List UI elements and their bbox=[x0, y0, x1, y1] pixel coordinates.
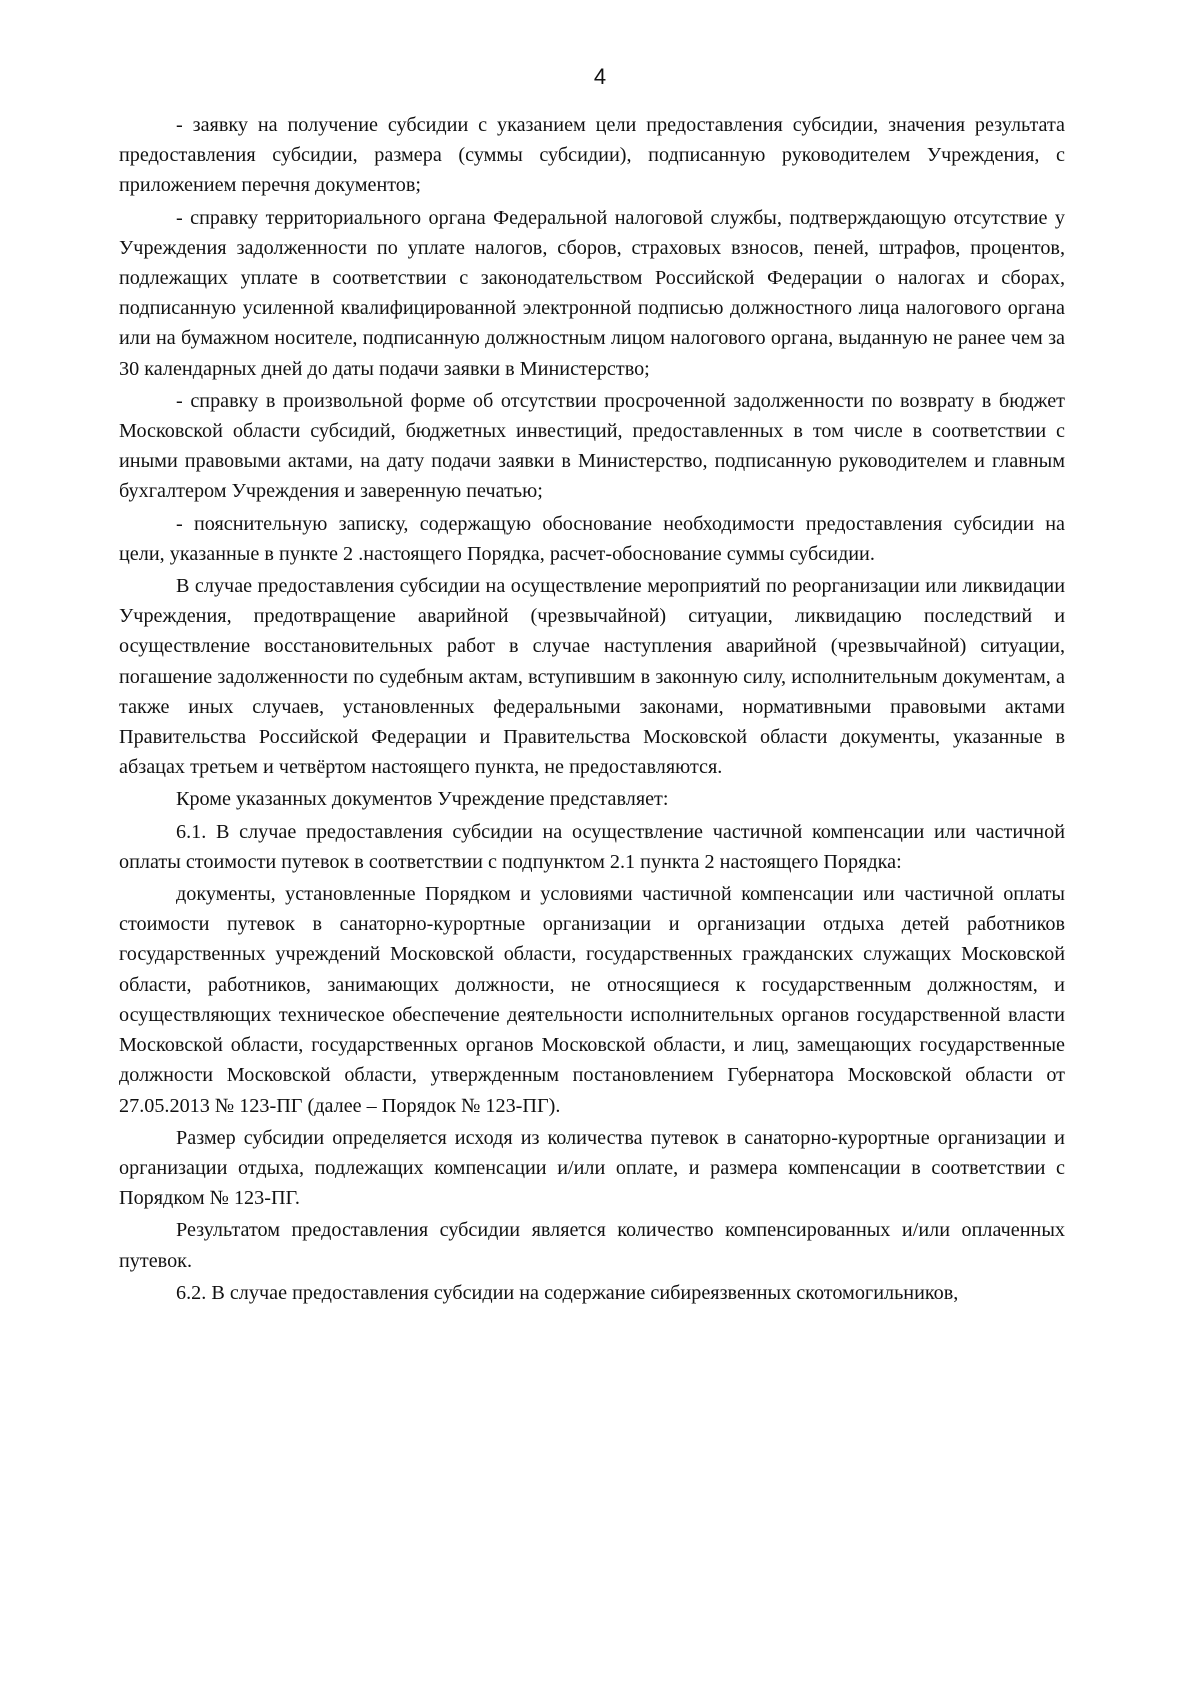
paragraph-tax-certificate: - справку территориального органа Федеральной налоговой службы, подтверждающую отсутствие у Учреждения задолженности по уплате налогов, сборов, страховых взносов, пеней, штрафов, процентов, подлежащих уплате в соответствии с законодательством Российской Федерации о налогах и сборах, подписанную усиленной квалифицированной электронной подписью должностного лица налогового органа или на бумажном носителе, подписанную должностным лицом налогового органа, выданную не ранее чем за 30 календарных дней до даты подачи заявки в Министерство; bbox=[119, 206, 1065, 380]
paragraph-debt-certificate: - справку в произвольной форме об отсутствии просроченной задолженности по возврату в бюджет Московской области субсидий, бюджетных инвестиций, предоставленных в том числе в соответствии с иными правовыми актами, на дату подачи заявки в Министерство, подписанную руководителем и главным бухгалтером Учреждения и заверенную печатью; bbox=[119, 389, 1065, 503]
paragraph-additional-documents: Кроме указанных документов Учреждение представляет: bbox=[176, 788, 669, 811]
page-number: 4 bbox=[593, 64, 607, 89]
paragraph-exceptions: В случае предоставления субсидии на осуществление мероприятий по реорганизации или ликвидации Учреждения, предотвращение аварийной (чрезвычайной) ситуации, ликвидацию последствий и осуществление восстановительных работ в случае наступления аварийной (чрезвычайной) ситуации, погашение задолженности по судебным актам, вступившим в законную силу, исполнительным документам, а также иных случаев, установленных федеральными законами, нормативными правовыми актами Правительства Российской Федерации и Правительства Московской области документы, указанные в абзацах третьем и четвёртом настоящего пункта, не предоставляются. bbox=[119, 575, 1065, 779]
paragraph-subsidy-amount: Размер субсидии определяется исходя из количества путевок в санаторно-курортные организации и организации отдыха, подлежащих компенсации и/или оплате, и размера компенсации в соответствии с Порядком № 123-ПГ. bbox=[119, 1126, 1065, 1210]
document-body bbox=[119, 110, 1065, 1308]
paragraph-6-1-documents: документы, установленные Порядком и условиями частичной компенсации или частичной оплаты стоимости путевок в санаторно-курортные организации и организации отдыха детей работников государственных учреждений Московской области, государственных гражданских служащих Московской области, работников, занимающих должности, не относящиеся к государственным должностям, и осуществляющих техническое обеспечение деятельности исполнительных органов государственной власти Московской области, государственных органов Московской области, и лиц, замещающих государственные должности Московской области, утвержденным постановлением Губернатора Московской области от 27.05.2013 № 123-ПГ (далее – Порядок № 123-ПГ). bbox=[119, 883, 1065, 1117]
paragraph-6-1: 6.1. В случае предоставления субсидии на осуществление частичной компенсации или частичной оплаты стоимости путевок в соответствии с подпунктом 2.1 пункта 2 настоящего Порядка: bbox=[119, 820, 1065, 873]
paragraph-application: - заявку на получение субсидии с указанием цели предоставления субсидии, значения результата предоставления субсидии, размера (суммы субсидии), подписанную руководителем Учреждения, с приложением перечня документов; bbox=[119, 114, 1065, 197]
paragraph-subsidy-result: Результатом предоставления субсидии является количество компенсированных и/или оплаченных путевок. bbox=[119, 1219, 1065, 1272]
paragraph-explanatory-note: - пояснительную записку, содержащую обоснование необходимости предоставления субсидии на цели, указанные в пункте 2 .настоящего Порядка, расчет-обоснование суммы субсидии. bbox=[119, 512, 1065, 565]
paragraph-6-2: 6.2. В случае предоставления субсидии на содержание сибиреязвенных скотомогильников, bbox=[176, 1281, 959, 1304]
